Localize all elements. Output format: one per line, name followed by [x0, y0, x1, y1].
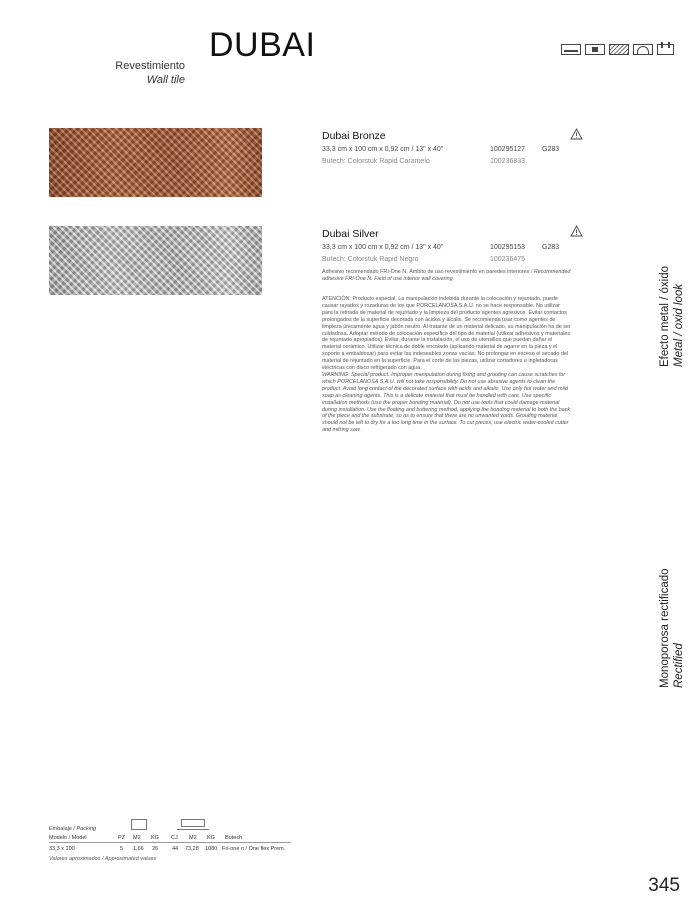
- packing-cell-butech: Fri-one n / One flex Prem.: [222, 846, 286, 852]
- product-dimensions-bronze: 33,3 cm x 100 cm x 0,92 cm / 13" x 40": [322, 146, 444, 153]
- packing-header-kg-pallet: KG: [207, 835, 215, 841]
- packing-label: [49, 826, 96, 832]
- accessory-code-bronze: 100236833: [490, 158, 526, 165]
- product-name-silver: Dubai Silver: [322, 228, 379, 240]
- warning-icon: [570, 128, 583, 140]
- rectified-icon: [585, 44, 605, 55]
- packing-header-pz: PZ: [118, 835, 126, 841]
- packing-cell-kg-box: 26: [152, 846, 159, 852]
- packing-cell-model: 33,3 x 100: [49, 846, 75, 852]
- adhesive-note-english: Recommended adhesive FRI-One N. Field of use interior wall covering.: [322, 269, 571, 282]
- effect-label-english: Metal / oxid look: [672, 283, 685, 367]
- packing-header-m2-pallet: M2: [189, 835, 197, 841]
- body-label-spanish: Monoporosa rectificado: [659, 568, 671, 688]
- pallet-icon: [177, 819, 209, 830]
- packing-header-butech: Butech: [225, 835, 243, 841]
- subtitle-english: Wall tile: [146, 73, 185, 86]
- packing-label-spanish: Embalaje /: [49, 826, 77, 832]
- special-product-warning: [322, 296, 572, 434]
- packing-header-model: Modelo / Model: [49, 835, 87, 841]
- packing-header-kg-box: KG: [151, 835, 159, 841]
- body-type-side-label: [659, 568, 687, 688]
- arch-icon: [633, 44, 653, 55]
- product-code-silver: 100295153: [490, 244, 526, 251]
- adhesive-note: [322, 269, 572, 283]
- packing-divider: [49, 842, 291, 843]
- accessory-code-silver: 100236475: [490, 256, 526, 263]
- product-dimensions-silver: 33,3 cm x 100 cm x 0,92 cm / 13" x 40": [322, 244, 444, 251]
- accessory-name-silver: Butech: Colorstuk Rapid Negro: [322, 256, 419, 263]
- packing-cell-m2-box: 1,66: [133, 846, 144, 852]
- product-code-bronze: 100295127: [490, 146, 526, 153]
- product-name-bronze: Dubai Bronze: [322, 130, 386, 142]
- warning-icon: [570, 225, 583, 237]
- packing-cell-pz: 5: [120, 846, 124, 852]
- effect-side-label: [659, 266, 687, 367]
- effect-label-spanish: Efecto metal / óxido: [659, 266, 671, 367]
- packing-cell-cj: 44: [172, 846, 179, 852]
- warning-text-english: WARNING: Special product. Improper manipulation during fixing and grouting can cause scratches for which PORCELANOSA S.A.U. will not take responsibility. Do not use abrasive agents to clean the product. Avoid long contact of the decorated surface with acids and alkalis. Use only hot water and mild soap as cleaning agents. This is a delicate material that must be handled with care. Use specific installation methods (use the proper bonding material). Do not use tools that could damage material during installation. Use the floating and buttering method, applying the bonding material to both the back of the piece and the substrate, so as to ensure that there are no unwanted voids. Grouting material should not be left to dry for a too long time in the surface. To cut pieces, use electric water-cooled cutter and mitring saw.: [322, 371, 571, 434]
- indoor-icon: [657, 44, 674, 55]
- packing-cell-m2-pallet: 73,28: [185, 846, 199, 852]
- adhesive-note-spanish: Adhesivo recomendado FRI-One N. Ámbito de uso revestimiento en paredes interiores /: [322, 269, 534, 275]
- accessory-name-bronze: Butech: Colorstuk Rapid Caramelo: [322, 158, 430, 165]
- box-icon: [131, 819, 147, 830]
- product-feature-icons: [561, 44, 674, 55]
- product-group-bronze: G283: [542, 146, 560, 153]
- dubai-silver-tile-image: [49, 226, 262, 295]
- dubai-bronze-tile-image: [49, 128, 262, 197]
- warning-text-spanish: ATENCIÓN: Producto especial. La manipulación indebida durante la colocación y rejuntado, puede causar rayados y rozaduras de los que PORCELANOSA S.A.U. no se hace responsable. No utilizar para la retirada de material de rejuntado y la limpieza del producto agentes agresivos. Evitar contactos prolongados de la superficie decorada con ácidos y álcalis. Se recomienda usar como agentes de limpieza únicamente agua y jabón neutro. Al tratarse de un material delicado, su manipulación ha de ser cuidadosa. Adoptar método de colocación específico del tipo de material (utilizar adhesivos y materiales de rejuntado apropiados). Evitar, durante la instalación, el uso de utensilios que puedan dañar el material cerámico. Utilizar técnica de doble encolado (aplicando material de agarre en la pieza y el soporte a embaldosar) para evitar las indeseables zonas vacías. No prolongar en exceso el secado del material de rejuntado en la superficie. Para el corte de las piezas, utilizar cortadores e ingletadoras eléctricas con disco refrigerado con agua.: [322, 296, 571, 372]
- wall-tile-icon: [561, 44, 581, 55]
- packing-header-cj: CJ: [171, 835, 178, 841]
- page-title: DUBAI: [209, 26, 316, 64]
- body-label-english: Rectified: [672, 643, 685, 688]
- category-subtitle: [115, 60, 185, 88]
- packing-cell-kg-pallet: 1080: [205, 846, 218, 852]
- packing-header-m2-box: M2: [133, 835, 141, 841]
- page-number: 345: [648, 875, 680, 896]
- approximate-values-note: Valores aproximados / Approximated values: [49, 856, 157, 862]
- product-group-silver: G283: [542, 244, 560, 251]
- subtitle-spanish: Revestimiento: [115, 60, 185, 72]
- packing-label-english: Packing: [76, 826, 97, 832]
- metal-effect-icon: [609, 44, 629, 55]
